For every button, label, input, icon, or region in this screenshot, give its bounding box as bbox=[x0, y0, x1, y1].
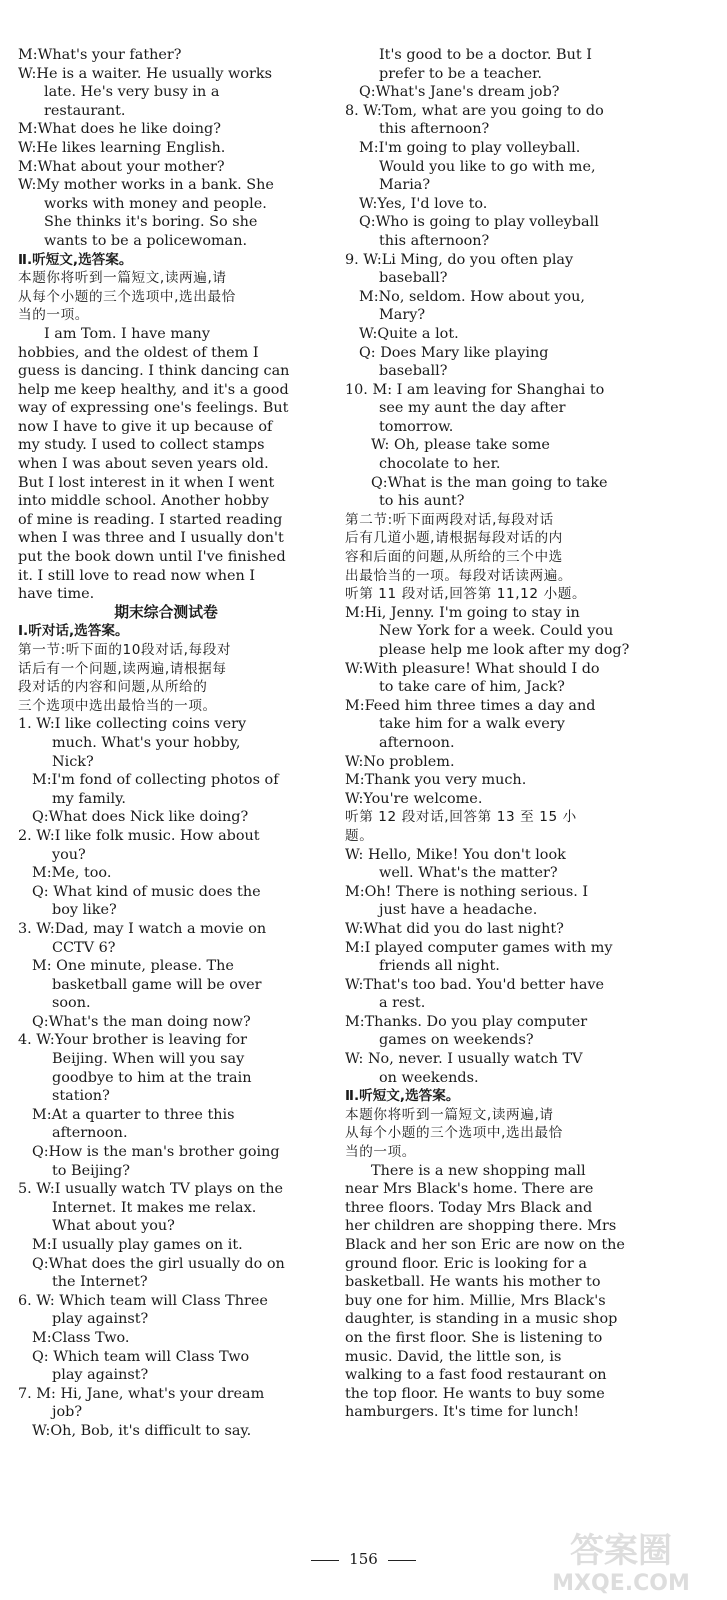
right-column-text-line: baseball? bbox=[379, 270, 448, 287]
left-column-text-line: M:What about your mother? bbox=[18, 158, 225, 175]
right-column bbox=[345, 46, 647, 1422]
left-column-text-line: now I have to give it up because of bbox=[18, 418, 273, 435]
left-column-text-line: M:I usually play games on it. bbox=[32, 1237, 243, 1253]
left-column bbox=[18, 46, 314, 1441]
right-column-text-line: Q:Who is going to play volleyball bbox=[359, 214, 599, 231]
left-column-text-line: 7. M: Hi, Jane, what's your dream bbox=[18, 1385, 265, 1402]
left-column-text-line: 话后有一个问题,读两遍,请根据每 bbox=[18, 660, 227, 677]
left-column-text-line: 3. W:Dad, may I watch a movie on bbox=[18, 920, 267, 937]
left-column-text-line: late. He's very busy in a bbox=[44, 84, 220, 101]
right-column-text-line: please help me look after my dog? bbox=[379, 642, 630, 658]
right-column-text-line: buy one for him. Millie, Mrs Black's bbox=[345, 1292, 606, 1309]
right-column-text-line: 容和后面的问题,从所给的三个中选 bbox=[345, 549, 563, 566]
left-column-text-line: boy like? bbox=[52, 902, 117, 919]
left-column-text-line: 1. W:I like collecting coins very bbox=[18, 716, 247, 733]
left-column-text-line: M:Me, too. bbox=[32, 865, 112, 882]
page-number-text: 156 bbox=[349, 1550, 378, 1568]
right-column-text-line: 听第 12 段对话,回答第 13 至 15 小 bbox=[345, 809, 577, 826]
left-column-text-line: afternoon. bbox=[52, 1125, 128, 1142]
right-column-text-line: Q: Does Mary like playing bbox=[359, 344, 549, 361]
right-column-text-line: a rest. bbox=[379, 995, 426, 1012]
left-column-text-line: M:I'm fond of collecting photos of bbox=[32, 772, 279, 789]
right-column-text-line: games on weekends? bbox=[379, 1032, 534, 1049]
left-column-text-line: when I was three and I usually don't bbox=[18, 530, 284, 547]
left-column-text-line: put the book down until I've finished bbox=[18, 549, 286, 566]
right-column-text-line: 10. M: I am leaving for Shanghai to bbox=[345, 381, 605, 398]
left-column-text-line: 本题你将听到一篇短文,读两遍,请 bbox=[18, 270, 227, 287]
left-column-text-line: hobbies, and the oldest of them I bbox=[18, 344, 259, 361]
right-column-text-line: M:I played computer games with my bbox=[345, 939, 613, 956]
left-column-text-line: 第一节:听下面的10段对话,每段对 bbox=[18, 642, 232, 658]
left-column-text-line: 5. W:I usually watch TV plays on the bbox=[18, 1181, 284, 1198]
right-column-text-line: to his aunt? bbox=[379, 493, 465, 510]
left-column-text-line: play against? bbox=[52, 1311, 149, 1328]
right-column-text-line: M:No, seldom. How about you, bbox=[359, 288, 585, 305]
right-column-text-line: 8. W:Tom, what are you going to do bbox=[345, 102, 604, 119]
right-column-text-line: 从每个小题的三个选项中,选出最恰 bbox=[345, 1125, 563, 1142]
left-column-text-line: have time. bbox=[18, 586, 95, 603]
left-column-text-line: 从每个小题的三个选项中,选出最恰 bbox=[18, 288, 236, 305]
left-column-text-line: 6. W: Which team will Class Three bbox=[18, 1292, 268, 1309]
right-column-text-line: 出最恰当的一项。每段对话读两遍。 bbox=[345, 567, 573, 584]
left-column-text-line: Q:What's the man doing now? bbox=[32, 1013, 251, 1030]
left-column-text-line: job? bbox=[52, 1404, 83, 1421]
left-column-text-line: Internet. It makes me relax. bbox=[52, 1199, 257, 1216]
right-column-text-line: Maria? bbox=[379, 177, 431, 194]
right-column-text-line: basketball. He wants his mother to bbox=[345, 1274, 601, 1291]
right-column-text-line: 后有几道小题,请根据每段对话的内 bbox=[345, 530, 563, 547]
right-column-text-line: Black and her son Eric are now on the bbox=[345, 1237, 625, 1253]
right-column-text-line: ground floor. Eric is looking for a bbox=[345, 1255, 587, 1272]
right-column-text-line: M:Oh! There is nothing serious. I bbox=[345, 883, 589, 900]
left-column-text-line: play against? bbox=[52, 1367, 149, 1384]
right-column-text-line: chocolate to her. bbox=[379, 456, 501, 473]
left-column-text-line: goodbye to him at the train bbox=[52, 1069, 252, 1086]
right-column-text-line: take him for a walk every bbox=[379, 716, 565, 733]
right-column-text-line: walking to a fast food restaurant on bbox=[345, 1367, 607, 1384]
right-column-text-line: W: Oh, please take some bbox=[371, 437, 550, 454]
left-column-text-line: Nick? bbox=[52, 753, 94, 770]
right-column-text-line: tomorrow. bbox=[379, 418, 454, 435]
left-column-text-line: CCTV 6? bbox=[52, 939, 116, 956]
right-column-text-line: just have a headache. bbox=[379, 902, 538, 919]
right-column-text-line: W: Hello, Mike! You don't look bbox=[345, 846, 566, 863]
right-column-text-line: daughter, is standing in a music shop bbox=[345, 1311, 618, 1328]
left-column-text-line: my study. I used to collect stamps bbox=[18, 437, 265, 454]
left-column-text-line: Q:What does the girl usually do on bbox=[32, 1255, 285, 1272]
left-column-text-line: Q: What kind of music does the bbox=[32, 883, 261, 900]
right-column-text-line: see my aunt the day after bbox=[379, 400, 566, 417]
right-column-text-line: M:Feed him three times a day and bbox=[345, 697, 596, 714]
left-column-text-line: 当的一项。 bbox=[18, 307, 89, 324]
right-column-text-line: Ⅱ.听短文,选答案。 bbox=[345, 1088, 460, 1105]
right-column-text-line: W:Yes, I'd love to. bbox=[359, 195, 488, 212]
left-column-text-line: works with money and people. bbox=[44, 195, 267, 212]
left-column-text-line: restaurant. bbox=[44, 102, 126, 119]
left-column-text-line: M: One minute, please. The bbox=[32, 958, 234, 975]
left-column-text-line: M:What does he like doing? bbox=[18, 121, 221, 138]
right-column-text-line: It's good to be a doctor. But I bbox=[379, 47, 592, 63]
right-column-text-line: her children are shopping there. Mrs bbox=[345, 1218, 617, 1235]
right-column-text-line: 听第 11 段对话,回答第 11,12 小题。 bbox=[345, 586, 587, 603]
left-column-text-line: 4. W:Your brother is leaving for bbox=[18, 1032, 248, 1049]
right-column-text-line: on weekends. bbox=[379, 1069, 479, 1086]
watermark-line1: 答案圈 bbox=[570, 1531, 672, 1571]
left-column-text-line: wants to be a policewoman. bbox=[44, 232, 248, 249]
right-column-text-line: W:No problem. bbox=[345, 753, 455, 770]
left-column-text-line: the Internet? bbox=[52, 1274, 148, 1291]
right-column-text-line: Would you like to go with me, bbox=[379, 158, 596, 175]
left-column-text-line: soon. bbox=[52, 995, 91, 1012]
right-column-text-line: 本题你将听到一篇短文,读两遍,请 bbox=[345, 1106, 554, 1123]
left-column-text-line: help me keep healthy, and it's a good bbox=[18, 381, 289, 398]
right-column-text-line: baseball? bbox=[379, 363, 448, 380]
right-column-text-line: this afternoon? bbox=[379, 232, 490, 249]
left-column-text-line: What about you? bbox=[52, 1218, 175, 1235]
right-column-text-line: 9. W:Li Ming, do you often play bbox=[345, 251, 574, 268]
watermark-logo bbox=[521, 1526, 721, 1596]
right-column-text-line: the top floor. He wants to buy some bbox=[345, 1385, 605, 1402]
left-column-text-line: of mine is reading. I started reading bbox=[18, 511, 283, 528]
right-column-text-line: Q:What's Jane's dream job? bbox=[359, 84, 560, 101]
right-column-text-line: New York for a week. Could you bbox=[379, 623, 614, 640]
right-column-text-line: three floors. Today Mrs Black and bbox=[345, 1199, 593, 1216]
right-column-text-line: friends all night. bbox=[379, 958, 500, 975]
right-column-text-line: W:What did you do last night? bbox=[345, 920, 564, 937]
left-column-text-line: Q:How is the man's brother going bbox=[32, 1144, 280, 1161]
left-column-text-line: W:He is a waiter. He usually works bbox=[18, 65, 273, 82]
left-column-text-line: W:He likes learning English. bbox=[18, 139, 226, 156]
watermark-line2: MXQE.COM bbox=[552, 1571, 690, 1596]
right-column-text-line: 当的一项。 bbox=[345, 1144, 416, 1161]
right-column-text-line: There is a new shopping mall bbox=[371, 1162, 586, 1179]
right-column-text-line: Q:What is the man going to take bbox=[371, 474, 608, 491]
right-column-text-line: W: No, never. I usually watch TV bbox=[345, 1051, 583, 1068]
left-column-text-line: 2. W:I like folk music. How about bbox=[18, 827, 260, 844]
right-column-text-line: Mary? bbox=[379, 307, 426, 324]
left-column-text-line: 期末综合测试卷 bbox=[114, 603, 218, 621]
left-column-text-line: Q:What does Nick like doing? bbox=[32, 809, 249, 826]
left-column-text-line: into middle school. Another hobby bbox=[18, 493, 269, 510]
left-column-text-line: 段对话的内容和问题,从所给的 bbox=[18, 679, 208, 696]
left-column-text-line: Ⅱ.听短文,选答案。 bbox=[18, 251, 133, 268]
right-column-text-line: W:You're welcome. bbox=[345, 790, 483, 807]
left-column-text-line: it. I still love to read now when I bbox=[18, 567, 256, 584]
right-column-text-line: M:Hi, Jenny. I'm going to stay in bbox=[345, 604, 580, 621]
left-column-text-line: Ⅰ.听对话,选答案。 bbox=[18, 623, 129, 640]
right-column-text-line: 题。 bbox=[345, 827, 374, 844]
left-column-text-line: M:At a quarter to three this bbox=[32, 1106, 235, 1123]
left-column-text-line: 三个选项中选出最恰当的一项。 bbox=[18, 697, 217, 714]
left-column-text-line: basketball game will be over bbox=[52, 976, 262, 993]
right-column-text-line: M:I'm going to play volleyball. bbox=[359, 139, 581, 156]
right-column-text-line: 第二节:听下面两段对话,每段对话 bbox=[345, 511, 554, 528]
left-column-text-line: M:Class Two. bbox=[32, 1329, 130, 1346]
right-column-text-line: near Mrs Black's home. There are bbox=[345, 1181, 594, 1198]
right-column-text-line: to take care of him, Jack? bbox=[379, 679, 565, 696]
right-column-text-line: afternoon. bbox=[379, 734, 455, 751]
left-column-text-line: you? bbox=[52, 846, 86, 863]
left-column-text-line: M:What's your father? bbox=[18, 47, 182, 63]
left-column-text-line: much. What's your hobby, bbox=[52, 734, 241, 751]
left-column-text-line: I am Tom. I have many bbox=[44, 325, 210, 342]
left-column-text-line: Beijing. When will you say bbox=[52, 1051, 245, 1068]
right-column-text-line: W:With pleasure! What should I do bbox=[345, 660, 600, 677]
left-column-text-line: But I lost interest in it when I went bbox=[18, 474, 275, 491]
right-column-text-line: M:Thank you very much. bbox=[345, 772, 527, 789]
left-column-text-line: Q: Which team will Class Two bbox=[32, 1348, 250, 1365]
left-column-text-line: W:Oh, Bob, it's difficult to say. bbox=[32, 1422, 252, 1439]
right-column-text-line: well. What's the matter? bbox=[379, 865, 558, 882]
left-column-text-line: my family. bbox=[52, 790, 126, 807]
left-column-text-line: way of expressing one's feelings. But bbox=[18, 400, 289, 417]
left-column-text-line: to Beijing? bbox=[52, 1162, 130, 1179]
left-column-text-line: W:My mother works in a bank. She bbox=[18, 177, 274, 194]
left-column-text-line: station? bbox=[52, 1088, 110, 1105]
left-column-text-line: guess is dancing. I think dancing can bbox=[18, 363, 290, 380]
right-column-text-line: this afternoon? bbox=[379, 121, 490, 138]
right-column-text-line: prefer to be a teacher. bbox=[379, 65, 542, 82]
right-column-text-line: W:Quite a lot. bbox=[359, 325, 459, 342]
right-column-text-line: music. David, the little son, is bbox=[345, 1348, 562, 1365]
left-column-text-line: when I was about seven years old. bbox=[18, 456, 269, 473]
left-column-text-line: She thinks it's boring. So she bbox=[44, 214, 258, 231]
right-column-text-line: on the first floor. She is listening to bbox=[345, 1329, 603, 1346]
right-column-text-line: W:That's too bad. You'd better have bbox=[345, 976, 605, 993]
right-column-text-line: hamburgers. It's time for lunch! bbox=[345, 1404, 580, 1421]
right-column-text-line: M:Thanks. Do you play computer bbox=[345, 1013, 588, 1030]
